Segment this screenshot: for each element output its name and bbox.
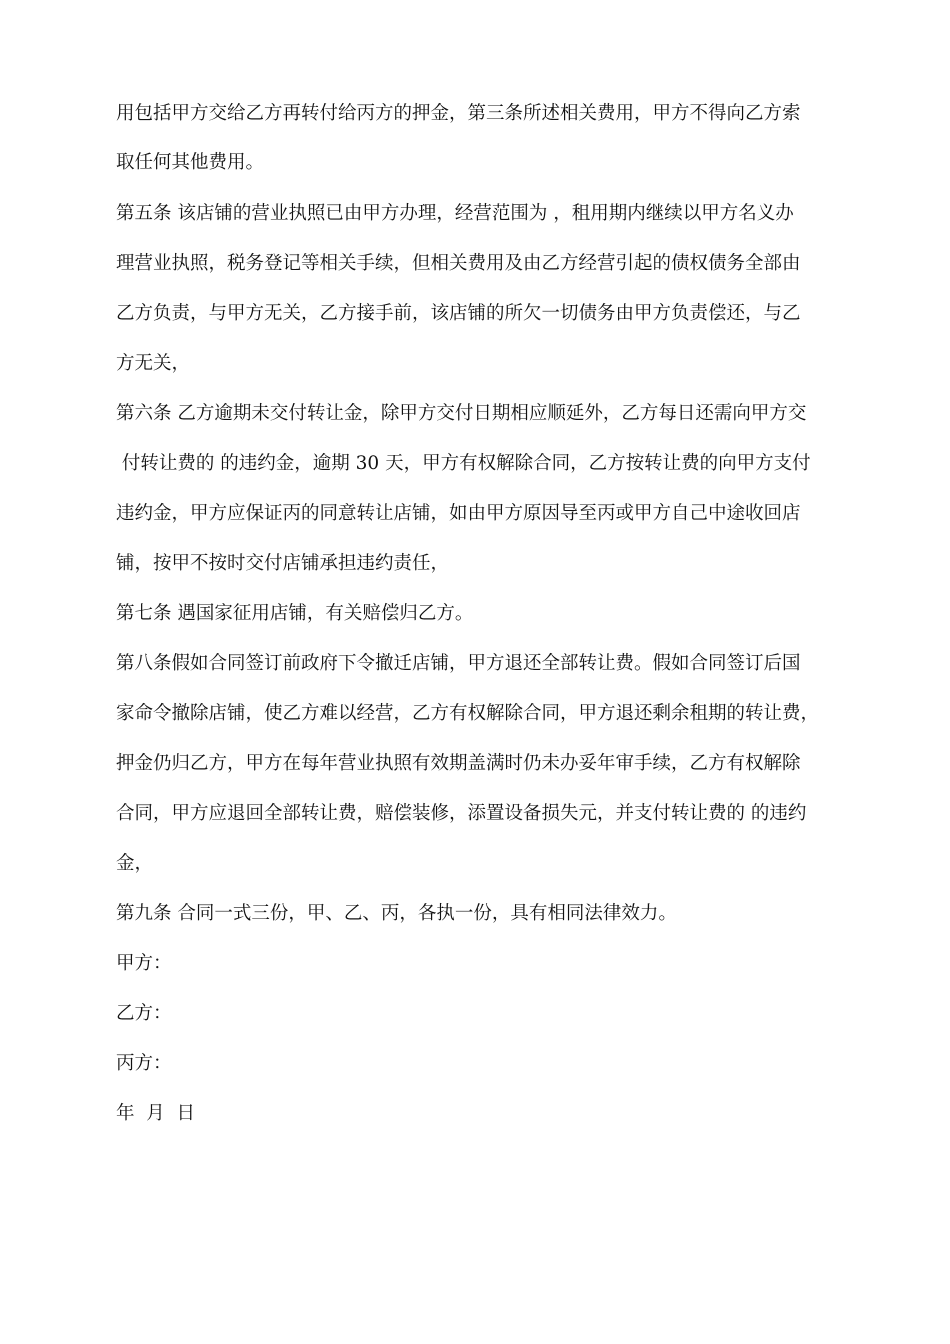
text-line: 合同，甲方应退回全部转让费，赔偿装修，添置设备损失元，并支付转让费的 的违约 (116, 803, 807, 824)
signature-date: 年 月 日 (116, 1103, 196, 1124)
text-line: 乙方负责，与甲方无关，乙方接手前，该店铺的所欠一切债务由甲方负责偿还，与乙 (116, 303, 801, 324)
text-line: 金， (116, 853, 154, 874)
signature-party-a: 甲方： (116, 953, 172, 974)
text-line: 第五条 该店铺的营业执照已由甲方办理，经营范围为 ，租用期内继续以甲方名义办 (116, 203, 794, 224)
text-line: 用包括甲方交给乙方再转付给丙方的押金，第三条所述相关费用，甲方不得向乙方索 (116, 103, 801, 124)
text-line: 第九条 合同一式三份，甲、乙、丙，各执一份，具有相同法律效力。 (116, 903, 677, 924)
text-line: 付转让费的 的违约金，逾期 30 天，甲方有权解除合同，乙方按转让费的向甲方支付 (116, 453, 811, 474)
signature-party-b: 乙方： (116, 1003, 172, 1024)
text-line: 铺，按甲不按时交付店铺承担违约责任， (116, 553, 450, 574)
text-line: 第六条 乙方逾期未交付转让金，除甲方交付日期相应顺延外，乙方每日还需向甲方交 (116, 403, 807, 424)
text-line: 理营业执照，税务登记等相关手续，但相关费用及由乙方经营引起的债权债务全部由 (116, 253, 801, 274)
text-line: 方无关， (116, 353, 191, 374)
text-line: 第七条 遇国家征用店铺，有关赔偿归乙方。 (116, 603, 474, 624)
text-line: 违约金，甲方应保证丙的同意转让店铺，如由甲方原因导至丙或甲方自己中途收回店 (116, 503, 801, 524)
text-line: 第八条假如合同签订前政府下令撤迁店铺，甲方退还全部转让费。假如合同签订后国 (116, 653, 801, 674)
text-line: 取任何其他费用。 (116, 152, 265, 173)
text-line: 家命令撤除店铺，使乙方难以经营，乙方有权解除合同，甲方退还剩余租期的转让费， (116, 703, 820, 724)
signature-party-c: 丙方： (116, 1053, 172, 1074)
text-line: 押金仍归乙方，甲方在每年营业执照有效期盖满时仍未办妥年审手续，乙方有权解除 (116, 753, 801, 774)
